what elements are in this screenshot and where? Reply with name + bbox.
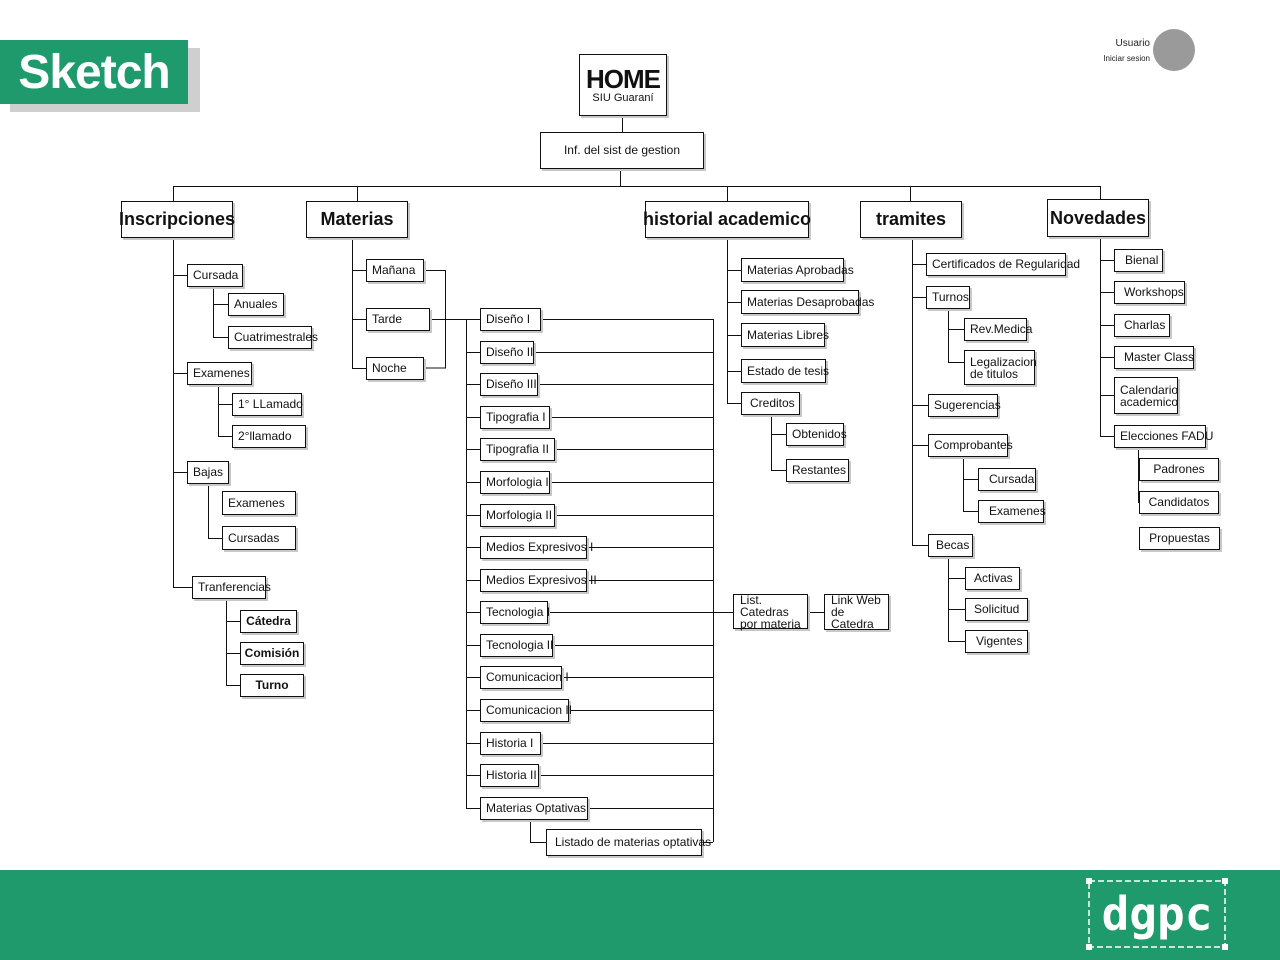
materia-item[interactable]: Tipografia I xyxy=(480,406,550,429)
tramites-certificados[interactable]: Certificados de Regularidad xyxy=(926,253,1066,276)
historial-creditos[interactable]: Creditos xyxy=(741,392,800,415)
insc-cursada[interactable]: Cursada xyxy=(187,264,243,287)
materia-item[interactable]: Historia I xyxy=(480,732,541,755)
materia-item[interactable]: Morfologia II xyxy=(480,504,555,527)
catedras-por-materia[interactable]: List. Catedras por materia xyxy=(733,594,808,629)
materia-item[interactable]: Materias Optativas xyxy=(480,797,588,820)
logo-text: dgpc xyxy=(1101,887,1213,941)
sketch-badge: Sketch xyxy=(0,40,188,104)
materia-item[interactable]: Historia II xyxy=(480,764,539,787)
materia-item[interactable]: Tecnologia II xyxy=(480,634,553,657)
materia-item[interactable]: Diseño II xyxy=(480,341,534,364)
materia-item[interactable]: Diseño III xyxy=(480,373,538,396)
materias-optativas-list[interactable]: Listado de materias optativas xyxy=(546,829,702,856)
materia-item[interactable]: Comunicacion II xyxy=(480,699,569,722)
insc-cuatrimestrales[interactable]: Cuatrimestrales xyxy=(228,326,312,349)
tramites-sugerencias[interactable]: Sugerencias xyxy=(928,394,998,417)
elecciones-candidatos[interactable]: Candidatos xyxy=(1139,491,1219,514)
historial-item[interactable]: Materias Libres xyxy=(741,323,825,347)
becas-solicitud[interactable]: Solicitud xyxy=(965,598,1028,621)
insc-transferencias[interactable]: Tranferencias xyxy=(192,576,266,599)
section-historial[interactable]: historial academico xyxy=(645,201,809,238)
historial-item[interactable]: Materias Aprobadas xyxy=(741,258,844,282)
materias-turno-manana[interactable]: Mañana xyxy=(366,259,424,282)
creditos-obtenidos[interactable]: Obtenidos xyxy=(786,423,844,446)
insc-llamado-1[interactable]: 1° LLamado xyxy=(232,393,302,416)
tramites-becas[interactable]: Becas xyxy=(928,534,973,557)
home-title: HOME xyxy=(586,64,660,94)
materia-item[interactable]: Medios Expresivos I xyxy=(480,536,587,559)
home-node[interactable] xyxy=(579,54,667,116)
novedades-elecciones[interactable]: Elecciones FADU xyxy=(1114,425,1206,448)
novedades-item[interactable]: Workshops xyxy=(1114,281,1185,304)
section-materias[interactable]: Materias xyxy=(306,201,408,238)
login-link[interactable]: Iniciar sesion xyxy=(1103,54,1150,63)
section-tramites[interactable]: tramites xyxy=(860,201,962,238)
home-subtitle: SIU Guaraní xyxy=(592,92,654,104)
creditos-restantes[interactable]: Restantes xyxy=(786,459,849,482)
materias-turno-noche[interactable]: Noche xyxy=(366,357,424,380)
historial-item[interactable]: Estado de tesis xyxy=(741,359,826,383)
comprobantes-examenes[interactable]: Examenes xyxy=(978,500,1044,523)
tramites-legalizacion[interactable]: Legalizacion de titulos xyxy=(964,350,1035,385)
insc-bajas[interactable]: Bajas xyxy=(187,461,229,484)
info-node[interactable]: Inf. del sist de gestion xyxy=(540,132,704,169)
tramites-turnos[interactable]: Turnos xyxy=(926,286,970,309)
tramites-rev-medica[interactable]: Rev.Medica xyxy=(964,318,1027,341)
historial-item[interactable]: Materias Desaprobadas xyxy=(741,290,859,314)
elecciones-propuestas[interactable]: Propuestas xyxy=(1139,527,1220,550)
elecciones-padrones[interactable]: Padrones xyxy=(1139,458,1219,481)
becas-vigentes[interactable]: Vigentes xyxy=(965,630,1028,653)
novedades-item[interactable]: Bienal xyxy=(1114,249,1163,272)
insc-anuales[interactable]: Anuales xyxy=(228,293,284,316)
insc-turno[interactable]: Turno xyxy=(240,674,304,697)
dgpc-logo xyxy=(1086,878,1228,950)
novedades-item[interactable]: Master Class xyxy=(1114,346,1194,369)
insc-llamado-2[interactable]: 2°llamado xyxy=(232,425,306,448)
comprobantes-cursada[interactable]: Cursada xyxy=(978,468,1036,491)
novedades-item[interactable]: Calendario academico xyxy=(1114,377,1178,414)
insc-comision[interactable]: Comisión xyxy=(240,642,304,665)
materia-item[interactable]: Tecnologia I xyxy=(480,601,548,624)
novedades-item[interactable]: Charlas xyxy=(1114,314,1170,337)
materias-turno-tarde[interactable]: Tarde xyxy=(366,308,430,331)
tramites-comprobantes[interactable]: Comprobantes xyxy=(928,434,1008,457)
section-inscripciones[interactable]: Inscripciones xyxy=(121,201,233,238)
user-name[interactable]: Usuario xyxy=(1115,38,1150,49)
insc-examenes[interactable]: Examenes xyxy=(187,362,252,385)
insc-bajas-examenes[interactable]: Examenes xyxy=(222,491,296,515)
insc-catedra[interactable]: Cátedra xyxy=(240,610,297,633)
materia-item[interactable]: Comunicacion I xyxy=(480,666,562,689)
insc-bajas-cursadas[interactable]: Cursadas xyxy=(222,526,296,550)
materia-item[interactable]: Diseño I xyxy=(480,308,541,331)
link-web-catedra[interactable]: Link Web de Catedra xyxy=(824,594,889,630)
materia-item[interactable]: Medios Expresivos II xyxy=(480,569,587,592)
becas-activas[interactable]: Activas xyxy=(965,567,1020,590)
materia-item[interactable]: Morfologia I xyxy=(480,471,550,494)
materia-item[interactable]: Tipografia II xyxy=(480,438,555,461)
section-novedades[interactable]: Novedades xyxy=(1047,199,1149,237)
